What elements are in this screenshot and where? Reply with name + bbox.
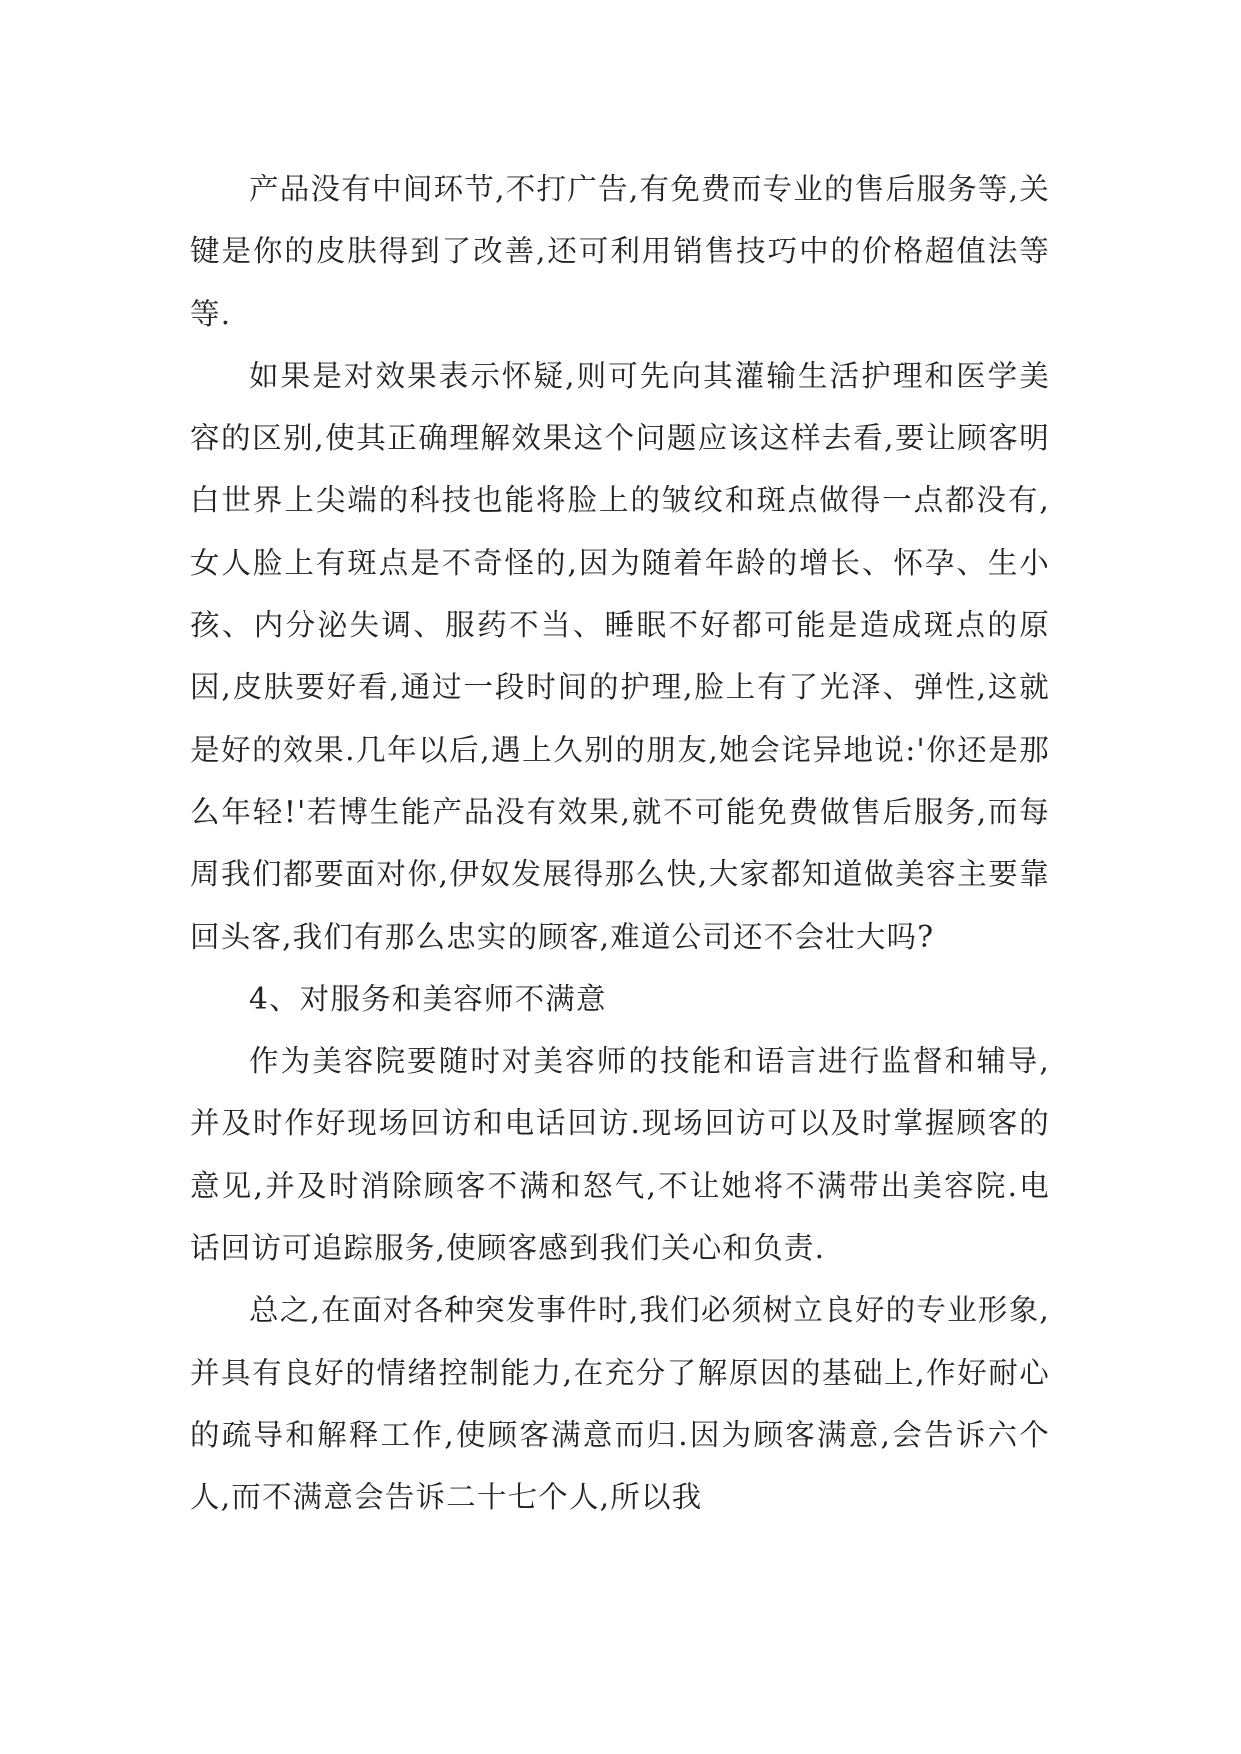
paragraph-summary: 总之,在面对各种突发事件时,我们必须树立良好的专业形象,并具有良好的情绪控制能力,在充分了解原因的基础上,作好耐心的疏导和解释工作,使顾客满意而归.因为顾客满意,会告诉六个人,而不满意会告诉二十七个人,所以我: [190, 1293, 1050, 1515]
body-text: [190, 158, 1050, 1529]
section-heading-service-dissatisfaction: 4、对服务和美容师不满意: [249, 981, 607, 1016]
paragraph-product-advantages: 产品没有中间环节,不打广告,有免费而专业的售后服务等,关键是你的皮肤得到了改善,还可利用销售技巧中的价格超值法等等.: [190, 172, 1050, 331]
paragraph-effect-doubt: 如果是对效果表示怀疑,则可先向其灌输生活护理和医学美容的区别,使其正确理解效果这个问题应该这样去看,要让顾客明白世界上尖端的科技也能将脸上的皱纹和斑点做得一点都没有,女人脸上有斑点是不奇怪的,因为随着年龄的增长、怀孕、生小孩、内分泌失调、服药不当、睡眠不好都可能是造成斑点的原因,皮肤要好看,通过一段时间的护理,脸上有了光泽、弹性,这就是好的效果.几年以后,遇上久别的朋友,她会诧异地说:'你还是那么年轻!'若博生能产品没有效果,就不可能免费做售后服务,而每周我们都要面对你,伊奴发展得那么快,大家都知道做美容主要靠回头客,我们有那么忠实的顾客,难道公司还不会壮大吗?: [190, 358, 1050, 954]
paragraph-beautician-supervision: 作为美容院要随时对美容师的技能和语言进行监督和辅导,并及时作好现场回访和电话回访.现场回访可以及时掌握顾客的意见,并及时消除顾客不满和怒气,不让她将不满带出美容院.电话回访可追踪服务,使顾客感到我们关心和负责.: [190, 1044, 1050, 1266]
